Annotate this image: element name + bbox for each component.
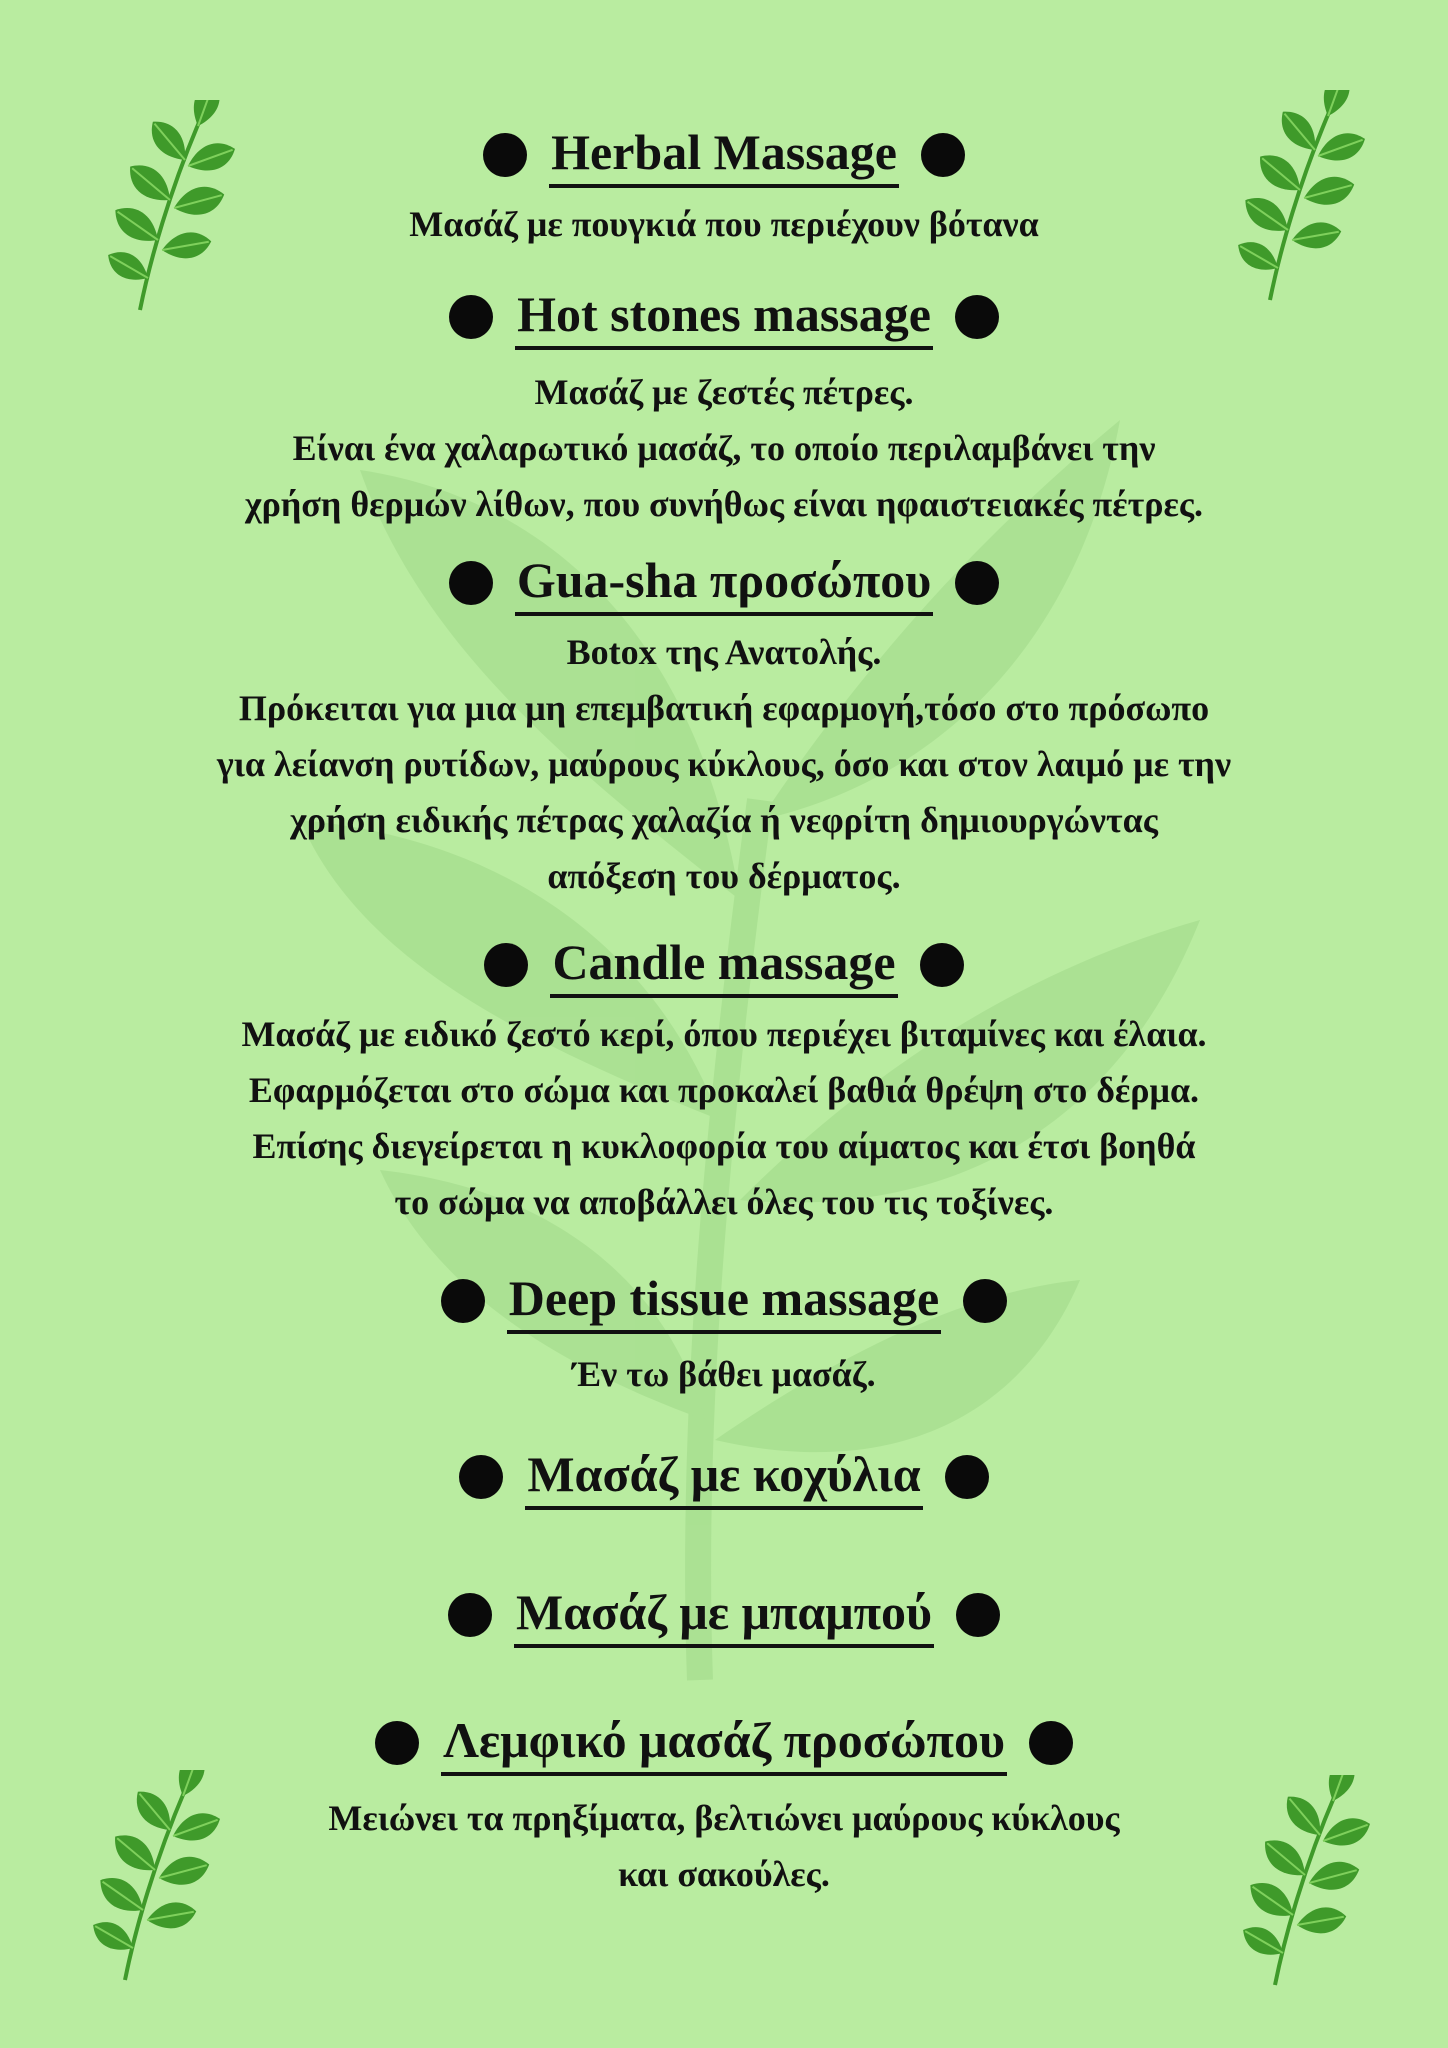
description-line: Πρόκειται για μια μη επεμβατική εφαρμογή,τόσο στο πρόσωπο [238, 688, 1210, 728]
bullet-dot-icon [441, 1279, 485, 1323]
bullet-dot-icon [483, 133, 527, 177]
bullet-dot-icon [921, 133, 965, 177]
description-line: χρήση ειδικής πέτρας χαλαζία ή νεφρίτη δημιουργώντας [290, 800, 1158, 840]
description-line: Μειώνει τα πρηξίματα, βελτιώνει μαύρους κύκλους [328, 1798, 1120, 1838]
bullet-dot-icon [1029, 1721, 1073, 1765]
bullet-dot-icon [955, 561, 999, 605]
bullet-dot-icon [449, 561, 493, 605]
section-bamboo-massage [0, 1582, 1448, 1648]
description-line: Εφαρμόζεται στο σώμα και προκαλεί βαθιά θρέψη στο δέρμα. [248, 1070, 1200, 1110]
section-gua-sha [0, 550, 1448, 904]
description-line: Επίσης διεγείρεται η κυκλοφορία του αίματος και έτσι βοηθά [252, 1126, 1196, 1166]
description-line: και σακούλες. [618, 1854, 830, 1894]
bullet-dot-icon [920, 943, 964, 987]
section-title: Μασάζ με κοχύλια [525, 1444, 922, 1510]
bullet-dot-icon [449, 295, 493, 339]
section-title: Λεμφικό μασάζ προσώπου [441, 1710, 1007, 1776]
description-line: Μασάζ με ειδικό ζεστό κερί, όπου περιέχει βιταμίνες και έλαια. [241, 1014, 1207, 1054]
section-title: Deep tissue massage [507, 1268, 942, 1334]
description-line: το σώμα να αποβάλλει όλες του τις τοξίνες. [394, 1182, 1054, 1222]
description-line: χρήση θερμών λίθων, που συνήθως είναι ηφαιστειακές πέτρες. [244, 484, 1204, 524]
bullet-dot-icon [375, 1721, 419, 1765]
section-shell-massage [0, 1444, 1448, 1510]
section-deep-tissue-massage [0, 1268, 1448, 1402]
description-line: για λείανση ρυτίδων, μαύρους κύκλους, όσο και στον λαιμό με την [216, 744, 1232, 784]
bullet-dot-icon [459, 1455, 503, 1499]
section-title: Herbal Massage [549, 122, 899, 188]
bullet-dot-icon [955, 295, 999, 339]
description-line: Έν τω βάθει μασάζ. [572, 1354, 876, 1394]
description-line: απόξεση του δέρματος. [547, 856, 901, 896]
description-line: Είναι ένα χαλαρωτικό μασάζ, το οποίο περιλαμβάνει την [292, 428, 1156, 468]
section-lymphatic-face-massage [0, 1710, 1448, 1902]
section-title: Gua-sha προσώπου [515, 550, 933, 616]
bullet-dot-icon [963, 1279, 1007, 1323]
bullet-dot-icon [956, 1593, 1000, 1637]
description-line: Μασάζ με ζεστές πέτρες. [534, 372, 914, 412]
bullet-dot-icon [448, 1593, 492, 1637]
bullet-dot-icon [484, 943, 528, 987]
section-title: Candle massage [550, 932, 897, 998]
section-hot-stones-massage [0, 284, 1448, 532]
section-candle-massage [0, 932, 1448, 1230]
section-title: Hot stones massage [515, 284, 933, 350]
section-herbal-massage [0, 122, 1448, 252]
section-title: Μασάζ με μπαμπού [514, 1582, 934, 1648]
description-line: Botox της Ανατολής. [566, 632, 882, 672]
description-line: Μασάζ με πουγκιά που περιέχουν βότανα [409, 204, 1039, 244]
bullet-dot-icon [945, 1455, 989, 1499]
